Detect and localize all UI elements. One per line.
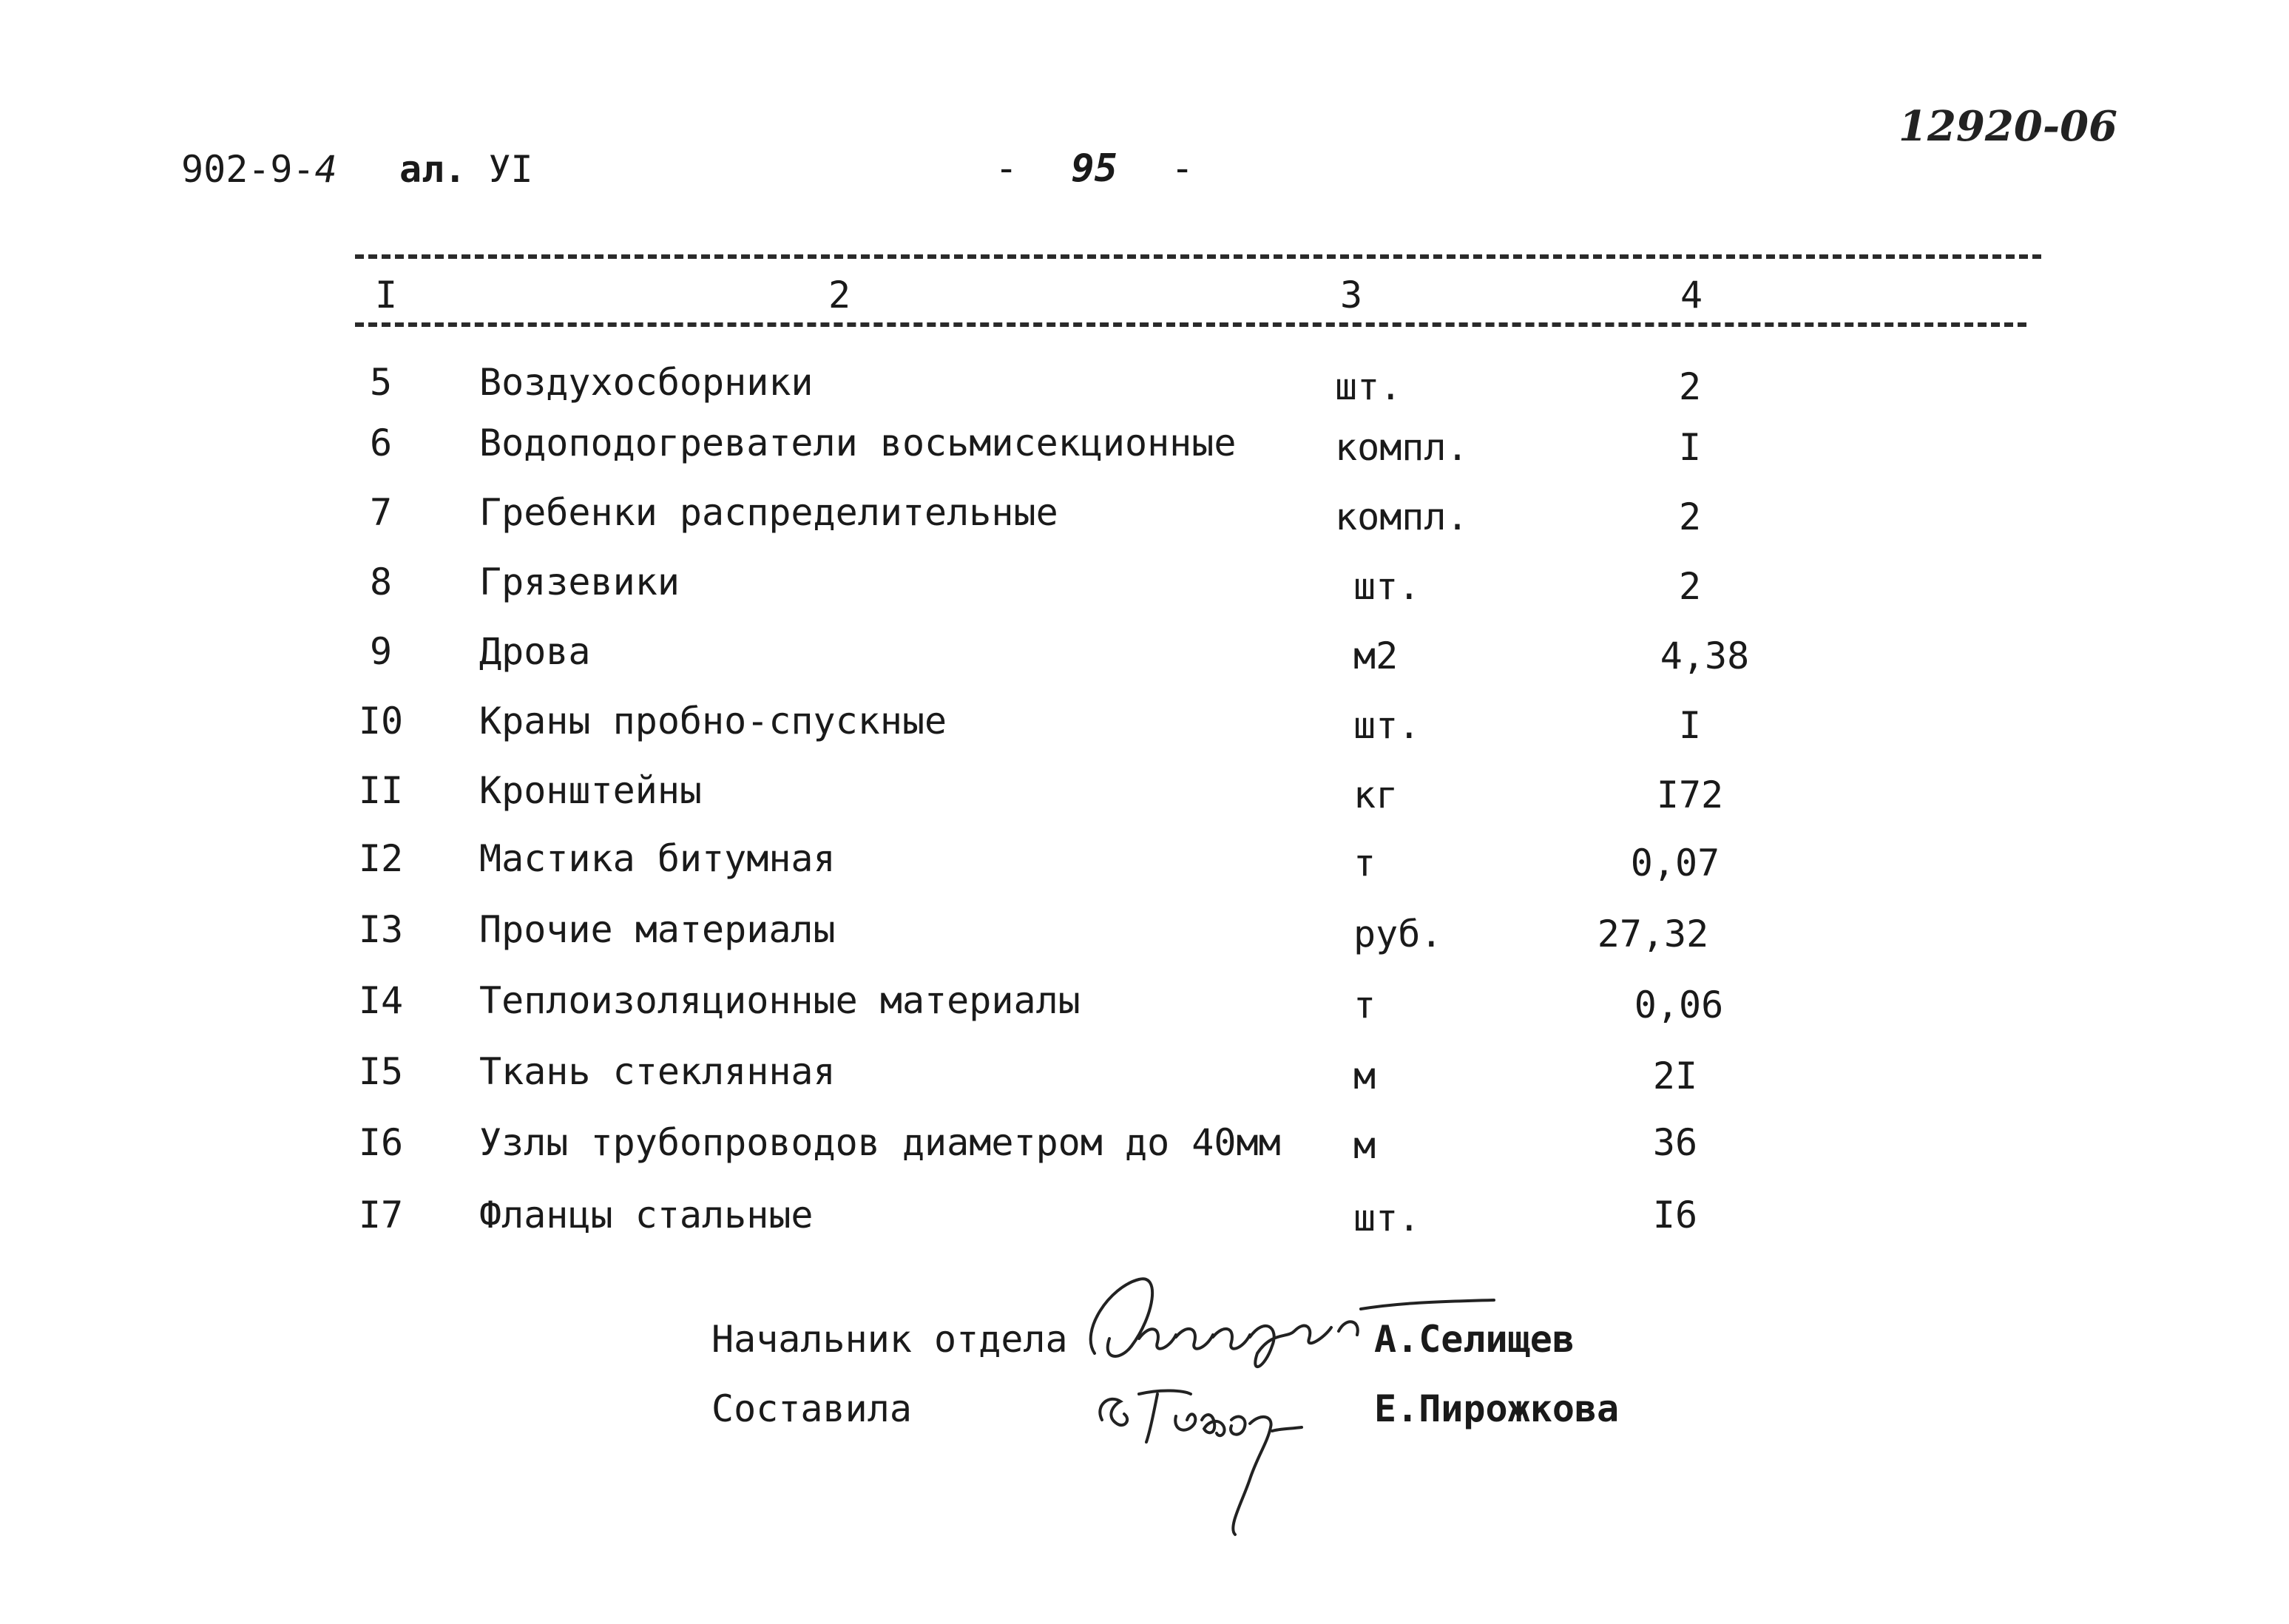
item-name: Мастика битумная	[479, 837, 836, 880]
page-number-block	[995, 146, 1194, 191]
document-code-prefix: 902-9-	[181, 148, 315, 191]
item-quantity: 2	[1678, 495, 1702, 538]
item-unit: кг	[1353, 774, 1399, 816]
item-name: Дрова	[479, 630, 591, 673]
row-number: 6	[369, 422, 393, 464]
item-unit: м	[1353, 1055, 1376, 1097]
row-number: II	[358, 769, 404, 812]
item-quantity: I	[1678, 704, 1702, 747]
row-number: I3	[358, 908, 404, 951]
item-name: Водоподогреватели восьмисекционные	[479, 422, 1237, 464]
album-number: УI	[488, 148, 533, 191]
item-unit: компл.	[1335, 495, 1469, 538]
item-quantity: I	[1678, 426, 1702, 469]
row-number: I5	[358, 1050, 404, 1093]
item-name: Фланцы стальные	[479, 1194, 814, 1236]
item-name: Гребенки распределительные	[479, 491, 1058, 534]
row-number: I6	[358, 1121, 404, 1164]
column-header-3: 3	[1340, 274, 1363, 317]
item-unit: т	[1353, 842, 1376, 884]
row-number: 9	[369, 630, 393, 673]
column-header-2: 2	[828, 274, 851, 317]
compiler-signature	[1080, 1361, 1361, 1538]
document-code-suffix: 4	[314, 148, 337, 191]
item-unit: компл.	[1335, 426, 1469, 469]
item-unit: шт.	[1335, 365, 1402, 408]
item-unit: м	[1353, 1124, 1376, 1167]
item-name: Прочие материалы	[479, 908, 836, 951]
document-code	[181, 148, 337, 191]
item-quantity: 0,06	[1634, 984, 1724, 1026]
page-dash-left: -	[995, 146, 1018, 191]
item-name: Воздухосборники	[479, 361, 814, 404]
item-quantity: 2	[1678, 565, 1702, 608]
item-unit: шт.	[1353, 1197, 1421, 1239]
item-name: Узлы трубопроводов диаметром до 40мм	[479, 1121, 1281, 1164]
item-quantity: 36	[1652, 1121, 1698, 1164]
item-unit: т	[1353, 984, 1376, 1026]
item-quantity: 0,07	[1630, 842, 1720, 884]
row-number: I0	[358, 700, 404, 742]
item-unit: шт.	[1353, 565, 1421, 608]
item-quantity: I6	[1652, 1194, 1698, 1236]
item-quantity: 27,32	[1597, 913, 1709, 955]
item-unit: руб.	[1353, 913, 1443, 955]
head-name: А.Селищев	[1374, 1318, 1575, 1361]
column-header-4: 4	[1680, 274, 1703, 317]
table-top-rule	[355, 254, 2041, 259]
page-dash-right: -	[1170, 146, 1194, 191]
row-number: I2	[358, 837, 404, 880]
compiler-name: Е.Пирожкова	[1374, 1387, 1620, 1430]
item-unit: шт.	[1353, 704, 1421, 747]
row-number: 5	[369, 361, 393, 404]
item-name: Грязевики	[479, 561, 680, 603]
item-quantity: 2I	[1652, 1055, 1698, 1097]
item-name: Ткань стеклянная	[479, 1050, 836, 1093]
item-quantity: 4,38	[1660, 635, 1750, 677]
row-number: 7	[369, 491, 393, 534]
table-header-rule	[355, 322, 2026, 327]
compiled-by-label: Составила	[711, 1387, 912, 1430]
inventory-number: 12920-06	[1899, 102, 2117, 151]
album-label: ал.	[399, 148, 467, 191]
album-reference	[399, 148, 533, 191]
head-of-department-label: Начальник отдела	[711, 1318, 1068, 1361]
row-number: 8	[369, 561, 393, 603]
row-number: I7	[358, 1194, 404, 1236]
item-unit: м2	[1353, 635, 1399, 677]
column-header-1: I	[375, 274, 398, 317]
row-number: I4	[358, 979, 404, 1022]
item-name: Теплоизоляционные материалы	[479, 979, 1081, 1022]
item-name: Кронштейны	[479, 769, 703, 812]
item-name: Краны пробно-спускные	[479, 700, 947, 742]
page-number: 95	[1071, 146, 1118, 191]
item-quantity: I72	[1656, 774, 1724, 816]
item-quantity: 2	[1678, 365, 1702, 408]
